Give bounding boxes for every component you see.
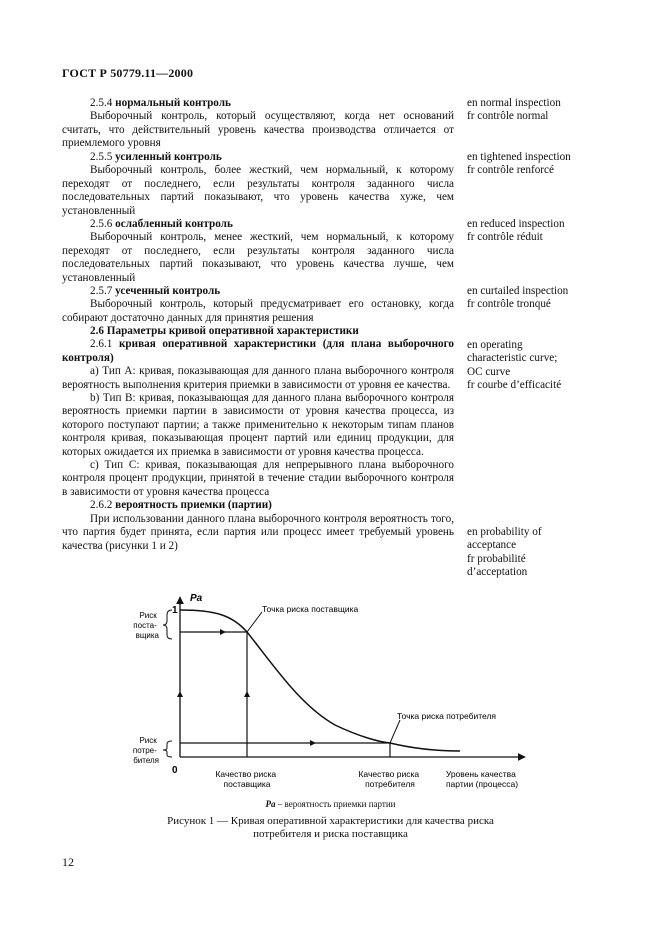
y-axis-label: Pa bbox=[190, 593, 203, 604]
fr-translation: fr contrôle réduit bbox=[467, 231, 543, 244]
type-a-definition: а) Тип А: кривая, показывающая для данного плана выборочного контроля вероятность выполнения критерия приемки в зависимости от уровня ее качества. bbox=[62, 365, 454, 391]
section-2-6 bbox=[62, 325, 454, 553]
guide-arrow bbox=[220, 629, 226, 635]
type-b-definition: b) Тип В: кривая, показывающая для данного плана выборочного контроля вероятность приемки партии в зависимости от уровня качества процесса, из которого поступают партии; а также применительно к некоторым типам планов контроля кривая, показывающая процент партий или единиц продукции, для которых ожидается их приемка в зависимости от уровня качества процесса. bbox=[62, 392, 454, 458]
section-2-5-7-translations bbox=[467, 285, 617, 312]
translation-line: en probability of bbox=[467, 526, 542, 538]
figure-caption bbox=[0, 815, 661, 841]
section-2-6-1-translations bbox=[467, 339, 617, 393]
supplier-risk-point-leader bbox=[247, 612, 262, 632]
supplier-risk-label: Риск поста- вщика bbox=[133, 611, 159, 640]
consumer-risk-point-leader bbox=[390, 720, 400, 743]
term-number: 2.5.4 bbox=[90, 97, 116, 109]
term-number: 2.6.1 bbox=[90, 338, 119, 351]
legend-symbol: Pa bbox=[265, 799, 276, 809]
section-2-5-4 bbox=[62, 97, 454, 151]
en-translation: en curtailed inspection bbox=[467, 285, 569, 297]
section-2-5-5-translations bbox=[467, 151, 617, 178]
guide-arrow bbox=[244, 691, 250, 697]
y-one-label: 1 bbox=[172, 605, 178, 616]
consumer-risk-brace bbox=[163, 741, 172, 757]
term-title: ослабленный контроль bbox=[115, 218, 233, 230]
fr-translation: fr contrôle tronqué bbox=[467, 298, 551, 311]
term-title: нормальный контроль bbox=[115, 97, 231, 109]
section-2-5-5 bbox=[62, 151, 454, 218]
term-title: усиленный контроль bbox=[115, 151, 222, 163]
oc-curve-figure bbox=[0, 585, 661, 795]
page-number: 12 bbox=[62, 855, 74, 869]
fr-translation: fr contrôle renforcé bbox=[467, 164, 554, 177]
term-title: усеченный контроль bbox=[115, 285, 221, 297]
figure-legend bbox=[0, 799, 661, 809]
term-number: 2.5.5 bbox=[90, 151, 116, 163]
section-2-5-6-translations bbox=[467, 218, 617, 245]
section-2-5-6 bbox=[62, 218, 454, 285]
term-title: вероятность приемки (партии) bbox=[115, 499, 272, 512]
y-zero-label: 0 bbox=[172, 765, 178, 776]
section-2-5-4-translations bbox=[467, 97, 617, 124]
translation-line: fr courbe d’efficacité bbox=[467, 379, 562, 392]
term-definition: Выборочный контроль, менее жесткий, чем нормальный, к которому переходят от последнего, если результаты контроля заданного числа последовательных партий показывают, что уровень качества лучше, чем установленный bbox=[62, 231, 454, 284]
x-axis-label: Уровень качества партии (процесса) bbox=[445, 769, 519, 789]
en-translation: en normal inspection bbox=[467, 97, 561, 109]
translation-line: d’acceptation bbox=[467, 566, 528, 579]
translation-line: fr probabilité bbox=[467, 552, 526, 565]
term-definition: Выборочный контроль, который осуществляют, когда нет оснований считать, что действительный уровень качества производства отличается от приемлемого уровня bbox=[62, 110, 454, 150]
term-number: 2.5.6 bbox=[90, 218, 116, 230]
legend-text: – вероятность приемки партии bbox=[275, 799, 396, 809]
section-2-6-2-translations bbox=[467, 526, 617, 580]
guide-arrow bbox=[177, 691, 183, 697]
term-title: кривая оперативной характеристики (для плана выборочного контроля) bbox=[62, 338, 455, 364]
guide-arrow bbox=[310, 740, 316, 746]
en-translation: en reduced inspection bbox=[467, 218, 565, 230]
consumer-risk-point-label: Точка риска потребителя bbox=[397, 711, 497, 721]
term-definition: При использовании данного плана выборочного контроля вероятность того, что партия будет принята, если партия или процесс имеет требуемый уровень качества (рисунки 1 и 2) bbox=[62, 512, 454, 552]
term-definition: Выборочный контроль, более жесткий, чем нормальный, к которому переходят от последнего, если результаты контроля заданного числа последовательных партий показывают, что уровень качества хуже, чем установленный bbox=[62, 164, 454, 217]
fr-translation: fr contrôle normal bbox=[467, 110, 549, 123]
term-definition: Выборочный контроль, который предусматривает его остановку, когда собирают достаточно данных для принятия решения bbox=[62, 298, 454, 324]
translation-line: OC curve bbox=[467, 365, 511, 378]
term-number: 2.6.2 bbox=[90, 499, 116, 512]
caption-line: потребителя и риска поставщика bbox=[253, 828, 408, 840]
x-consumer-quality-label: Качество риска потребителя bbox=[358, 769, 420, 789]
x-supplier-quality-label: Качество риска поставщика bbox=[215, 769, 277, 789]
section-title: 2.6 Параметры кривой оперативной характеристики bbox=[90, 325, 359, 337]
translation-line: acceptance bbox=[467, 539, 517, 552]
caption-line: Рисунок 1 — Кривая оперативной характеристики для качества риска bbox=[167, 815, 494, 827]
translation-line: en operating bbox=[467, 339, 523, 351]
document-header: ГОСТ Р 50779.11—2000 bbox=[62, 66, 194, 80]
section-2-5-7 bbox=[62, 285, 454, 325]
term-number: 2.5.7 bbox=[90, 285, 116, 297]
translation-line: characteristic curve; bbox=[467, 352, 558, 365]
supplier-risk-brace bbox=[163, 610, 172, 639]
type-c-definition: с) Тип С: кривая, показывающая для непрерывного плана выборочного контроля процент продукции, принятой в течение стадии выборочного контроля в зависимости от уровня качества процесса bbox=[62, 459, 454, 498]
consumer-risk-label: Риск потре- бителя bbox=[132, 736, 159, 765]
en-translation: en tightened inspection bbox=[467, 151, 571, 163]
supplier-risk-point-label: Точка риска поставщика bbox=[262, 604, 359, 614]
